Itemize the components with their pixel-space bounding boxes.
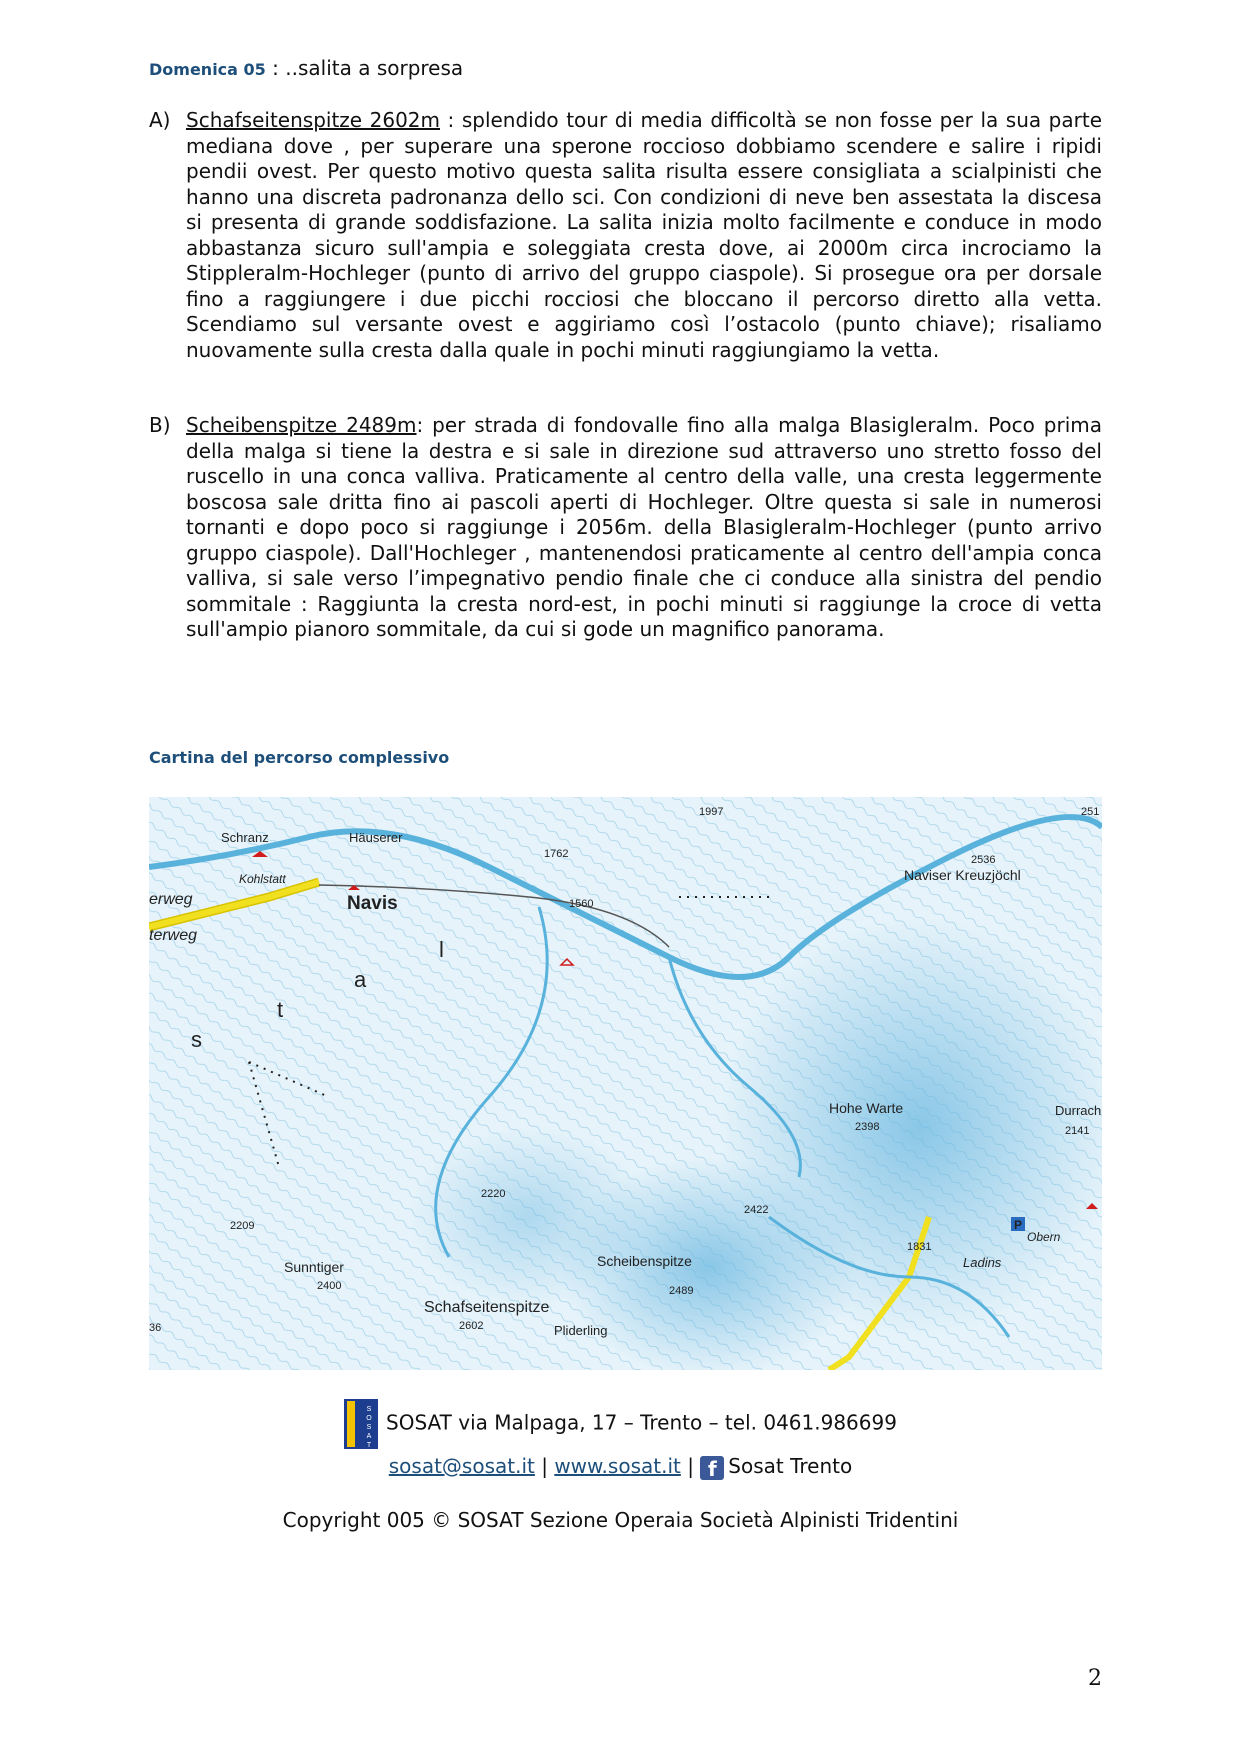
map-label: 1997 bbox=[699, 806, 724, 818]
email-link[interactable]: sosat@sosat.it bbox=[388, 1454, 535, 1478]
item-text: : splendido tour di media difficoltà se non fosse per la sua parte mediana dove , per superare una sperone roccioso dobbiamo scendere e salire i ripidi pendii ovest. Per questo motivo questa salita risulta essere consigliata a scialpinisti che hanno una discreta padronanza dello sci. Con condizioni di neve ben assestata la discesa si presenta di grande soddisfazione. La salita inizia molto facilmente e conduce in modo abbastanza sicuro sull'ampia e soleggiata cresta dove, ai 2000m circa incrociamo la Stippleralm-Hochleger (punto di arrivo del gruppo ciaspole). Si prosegue ora per dorsale fino a raggiungere i due picchi rocciosi che bloccano il percorso diretto alla vetta. Scendiamo sul versante ovest e aggiriamo così l’ostacolo (punto chiave); risaliamo nuovamente sulla cresta dalla quale in pochi minuti raggiungiamo la vetta. bbox=[186, 108, 1102, 362]
item-label: B) bbox=[149, 413, 171, 437]
route-map bbox=[149, 797, 1102, 1370]
map-label: l bbox=[439, 937, 444, 962]
map-label: Scheibenspitze bbox=[597, 1253, 692, 1269]
map-label: erweg bbox=[149, 891, 193, 908]
map-label: 2141 bbox=[1065, 1125, 1090, 1137]
facebook-label[interactable]: Sosat Trento bbox=[728, 1454, 853, 1478]
map-label: Navis bbox=[347, 893, 398, 914]
map-label: 2489 bbox=[669, 1285, 694, 1297]
item-title: Scheibenspitze 2489m bbox=[186, 413, 417, 437]
item-title: Schafseitenspitze 2602m bbox=[186, 108, 441, 132]
map-label: Kohlstatt bbox=[239, 872, 286, 886]
map-label: a bbox=[354, 967, 367, 992]
item-label: A) bbox=[149, 108, 171, 132]
footer-address-line bbox=[0, 1399, 1241, 1449]
svg-text:T: T bbox=[366, 1442, 372, 1449]
map-label: Pliderling bbox=[554, 1323, 608, 1338]
svg-text:S: S bbox=[366, 1424, 372, 1431]
item-body bbox=[186, 413, 1102, 643]
heading-day: Domenica 05 bbox=[149, 60, 266, 79]
map-label: Obern bbox=[1027, 1230, 1061, 1244]
map-label: 1560 bbox=[569, 898, 594, 910]
map-label: Sunntiger bbox=[284, 1259, 344, 1275]
item-body bbox=[186, 108, 1102, 363]
heading-subtitle: ..salita a sorpresa bbox=[285, 56, 464, 80]
map-label: 2602 bbox=[459, 1320, 484, 1332]
map-label: Durrach bbox=[1055, 1103, 1102, 1118]
footer-address: SOSAT via Malpaga, 17 – Trento – tel. 0461.986699 bbox=[386, 1410, 897, 1435]
footer-links bbox=[0, 1454, 1241, 1480]
route-item-b bbox=[149, 413, 1102, 643]
map-label: 2400 bbox=[317, 1280, 342, 1292]
item-text: : per strada di fondovalle fino alla malga Blasigleralm. Poco prima della malga si tiene la destra e si sale in direzione sud attraverso uno stretto fosso del ruscello in una conca valliva. Praticamente al centro della valle, una cresta leggermente boscosa sale dritta fino ai pascoli aperti di Hochleger. Oltre questa si sale in numerosi tornanti e dopo poco si raggiunge i 2056m. della Blasigleralm-Hochleger (punto arrivo gruppo ciaspole). Dall'Hochleger , mantenendosi praticamente al centro dell'ampia conca valliva, si sale verso l’impegnativo pendio finale che ci conduce alla sinistra del pendio sommitale : Raggiunta la cresta nord-est, in pochi minuti si raggiunge la croce di vetta sull'ampio pianoro sommitale, da cui si gode un magnifico panorama. bbox=[186, 413, 1102, 641]
map-label: Schafseitenspitze bbox=[424, 1299, 550, 1316]
map-label: 2422 bbox=[744, 1204, 769, 1216]
footer-separator: | bbox=[680, 1454, 701, 1478]
facebook-icon[interactable]: f bbox=[700, 1456, 724, 1480]
svg-text:S: S bbox=[366, 1406, 372, 1413]
heading-separator: : bbox=[265, 56, 286, 80]
sosat-logo bbox=[344, 1399, 378, 1449]
parking-label: P bbox=[1014, 1218, 1023, 1232]
map-label: Hohe Warte bbox=[829, 1100, 904, 1116]
footer-separator: | bbox=[534, 1454, 555, 1478]
website-link[interactable]: www.sosat.it bbox=[554, 1454, 681, 1478]
map-label: 2398 bbox=[855, 1121, 880, 1133]
map-caption: Cartina del percorso complessivo bbox=[149, 748, 450, 767]
footer-copyright: Copyright 005 © SOSAT Sezione Operaia Società Alpinisti Tridentini bbox=[282, 1508, 959, 1532]
map-label: Ladins bbox=[963, 1255, 1002, 1270]
map-graphic bbox=[149, 797, 1102, 1370]
map-label: 2220 bbox=[481, 1188, 506, 1200]
svg-text:A: A bbox=[366, 1433, 372, 1440]
map-label: terweg bbox=[149, 927, 198, 944]
map-label: t bbox=[277, 997, 284, 1022]
page-number: 2 bbox=[1088, 1666, 1102, 1691]
svg-text:O: O bbox=[366, 1415, 372, 1422]
map-label: 2536 bbox=[971, 854, 996, 866]
map-label: 1762 bbox=[544, 848, 569, 860]
map-label: Schranz bbox=[221, 830, 269, 845]
route-item-a bbox=[149, 108, 1102, 363]
page-heading bbox=[149, 56, 463, 80]
map-label: 2209 bbox=[230, 1220, 255, 1232]
map-label: Naviser Kreuzjöchl bbox=[904, 867, 1021, 883]
map-shading bbox=[409, 1127, 649, 1307]
map-label: 1831 bbox=[907, 1241, 932, 1253]
map-label: Häuserer bbox=[349, 830, 403, 845]
map-label: 251 bbox=[1081, 806, 1100, 818]
map-label: s bbox=[191, 1027, 202, 1052]
map-label: 36 bbox=[149, 1322, 162, 1334]
